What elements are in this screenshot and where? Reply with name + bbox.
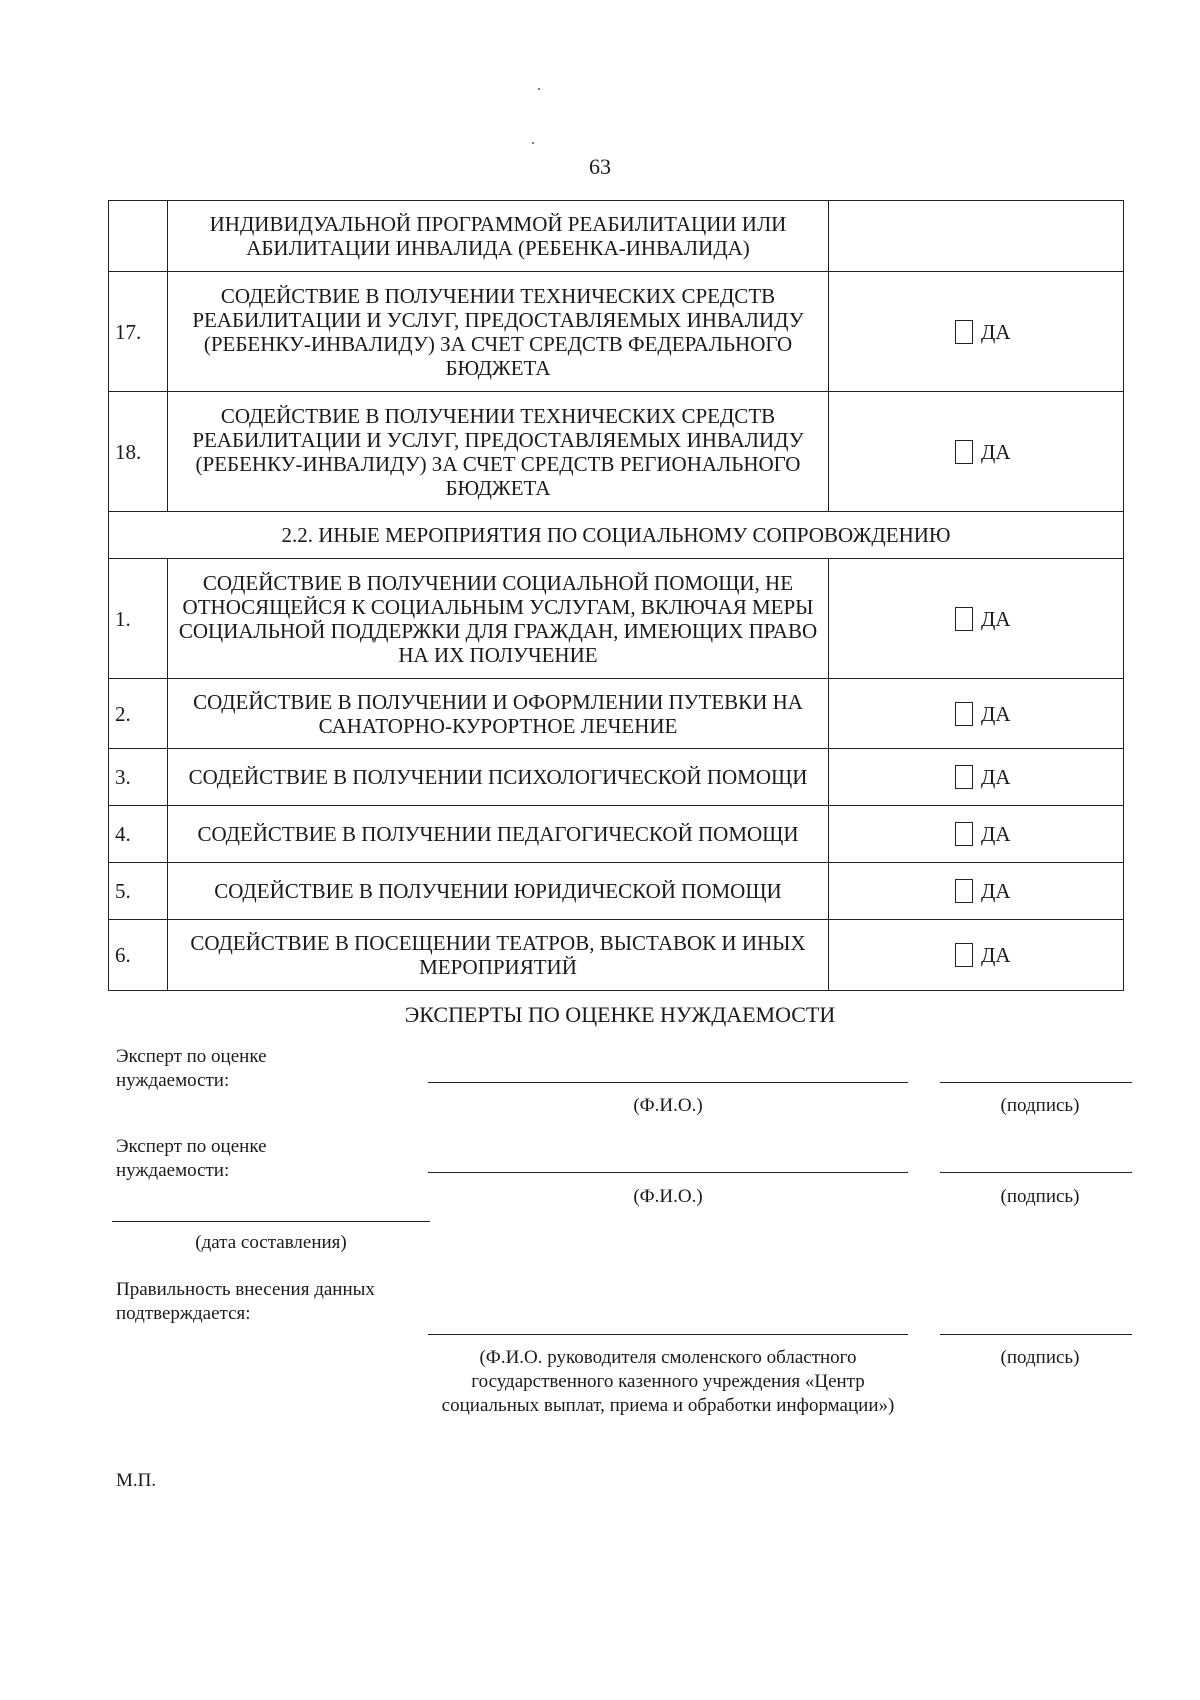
checkbox[interactable] (955, 320, 973, 344)
section-header-row (109, 512, 1124, 559)
table-row (109, 679, 1124, 749)
table-row (109, 920, 1124, 991)
expert2-fio-line[interactable] (428, 1172, 908, 1173)
stamp-place: М.П. (116, 1470, 157, 1491)
date-line[interactable] (112, 1221, 430, 1222)
page-number: 63 (589, 154, 611, 179)
answer-cell (829, 749, 1124, 806)
expert2-label: Эксперт по оценке нуждаемости: (116, 1136, 267, 1181)
checkbox-label: ДА (981, 319, 1011, 344)
head-fio-line[interactable] (428, 1334, 908, 1335)
checkbox-label: ДА (981, 822, 1011, 846)
answer-cell (829, 272, 1124, 392)
row-number: 1. (109, 559, 168, 679)
expert2-signature-caption: (подпись) (1000, 1186, 1080, 1207)
row-text: СОДЕЙСТВИЕ В ПОЛУЧЕНИИ СОЦИАЛЬНОЙ ПОМОЩИ, НЕ ОТНОСЯЩЕЙСЯ К СОЦИАЛЬНЫМ УСЛУГАМ, ВКЛЮЧАЯ МЕРЫ СОЦИАЛЬНОЙ ПОДДЕРЖКИ ДЛЯ ГРАЖДАН, ИМЕЮЩИХ ПРАВО НА ИХ ПОЛУЧЕНИЕ (168, 559, 829, 679)
checkbox[interactable] (955, 943, 973, 967)
row-text: СОДЕЙСТВИЕ В ПОЛУЧЕНИИ ТЕХНИЧЕСКИХ СРЕДСТВ РЕАБИЛИТАЦИИ И УСЛУГ, ПРЕДОСТАВЛЯЕМЫХ ИНВАЛИДУ (РЕБЕНКУ-ИНВАЛИДУ) ЗА СЧЕТ СРЕДСТВ ФЕДЕРАЛЬНОГО БЮДЖЕТА (168, 272, 829, 392)
row-text: СОДЕЙСТВИЕ В ПОЛУЧЕНИИ ТЕХНИЧЕСКИХ СРЕДСТВ РЕАБИЛИТАЦИИ И УСЛУГ, ПРЕДОСТАВЛЯЕМЫХ ИНВАЛИДУ (РЕБЕНКУ-ИНВАЛИДУ) ЗА СЧЕТ СРЕДСТВ РЕГИОНАЛЬНОГО БЮДЖЕТА (168, 392, 829, 512)
checkbox[interactable] (955, 440, 973, 464)
scan-speck (532, 142, 534, 144)
checkbox[interactable] (955, 765, 973, 789)
answer-cell (829, 806, 1124, 863)
row-text: СОДЕЙСТВИЕ В ПОЛУЧЕНИИ ПЕДАГОГИЧЕСКОЙ ПОМОЩИ (168, 806, 829, 863)
checkbox[interactable] (955, 702, 973, 726)
checkbox[interactable] (955, 607, 973, 631)
checkbox-label: ДА (981, 879, 1011, 903)
checkbox-label: ДА (981, 701, 1011, 726)
row-text: СОДЕЙСТВИЕ В ПОЛУЧЕНИИ ПСИХОЛОГИЧЕСКОЙ ПОМОЩИ (168, 749, 829, 806)
table-row (109, 201, 1124, 272)
expert1-label: Эксперт по оценке нуждаемости: (116, 1046, 267, 1091)
table-row (109, 749, 1124, 806)
table-row (109, 392, 1124, 512)
answer-cell (829, 559, 1124, 679)
experts-title: ЭКСПЕРТЫ ПО ОЦЕНКЕ НУЖДАЕМОСТИ (404, 1002, 836, 1027)
row-number: 18. (109, 392, 168, 512)
table-row (109, 806, 1124, 863)
row-number: 2. (109, 679, 168, 749)
checkbox-label: ДА (981, 606, 1011, 631)
row-number: 17. (109, 272, 168, 392)
head-fio-caption: (Ф.И.О. руководителя смоленского областного государственного казенного учреждения «Центр социальных выплат, приема и обработки информации») (441, 1347, 895, 1416)
expert1-signature-caption: (подпись) (1000, 1095, 1080, 1116)
table-row (109, 863, 1124, 920)
answer-cell (829, 679, 1124, 749)
row-number: 4. (109, 806, 168, 863)
row-number (109, 201, 168, 272)
head-signature-line[interactable] (940, 1334, 1132, 1335)
head-signature-caption: (подпись) (1000, 1347, 1080, 1368)
answer-cell (829, 863, 1124, 920)
services-table (108, 200, 1124, 991)
checkbox-label: ДА (981, 943, 1011, 967)
table-row (109, 559, 1124, 679)
expert2-signature-line[interactable] (940, 1172, 1132, 1173)
checkbox[interactable] (955, 822, 973, 846)
row-text: ИНДИВИДУАЛЬНОЙ ПРОГРАММОЙ РЕАБИЛИТАЦИИ ИЛИ АБИЛИТАЦИИ ИНВАЛИДА (РЕБЕНКА-ИНВАЛИДА) (168, 201, 829, 272)
expert1-fio-line[interactable] (428, 1082, 908, 1083)
section-title: 2.2. ИНЫЕ МЕРОПРИЯТИЯ ПО СОЦИАЛЬНОМУ СОПРОВОЖДЕНИЮ (109, 512, 1124, 559)
row-number: 6. (109, 920, 168, 991)
scan-speck (538, 88, 540, 90)
expert1-signature-line[interactable] (940, 1082, 1132, 1083)
row-text: СОДЕЙСТВИЕ В ПОЛУЧЕНИИ ЮРИДИЧЕСКОЙ ПОМОЩИ (168, 863, 829, 920)
row-text: СОДЕЙСТВИЕ В ПОСЕЩЕНИИ ТЕАТРОВ, ВЫСТАВОК И ИНЫХ МЕРОПРИЯТИЙ (168, 920, 829, 991)
row-number: 3. (109, 749, 168, 806)
checkbox-label: ДА (981, 439, 1011, 464)
checkbox-label: ДА (981, 765, 1011, 789)
table-row (109, 272, 1124, 392)
answer-cell (829, 392, 1124, 512)
row-number: 5. (109, 863, 168, 920)
expert1-fio-caption: (Ф.И.О.) (633, 1095, 703, 1116)
confirm-label: Правильность внесения данных подтверждается: (116, 1279, 375, 1324)
expert2-fio-caption: (Ф.И.О.) (633, 1186, 703, 1207)
answer-cell-empty (829, 201, 1124, 272)
row-text: СОДЕЙСТВИЕ В ПОЛУЧЕНИИ И ОФОРМЛЕНИИ ПУТЕВКИ НА САНАТОРНО-КУРОРТНОЕ ЛЕЧЕНИЕ (168, 679, 829, 749)
answer-cell (829, 920, 1124, 991)
date-caption: (дата составления) (195, 1232, 347, 1253)
checkbox[interactable] (955, 879, 973, 903)
